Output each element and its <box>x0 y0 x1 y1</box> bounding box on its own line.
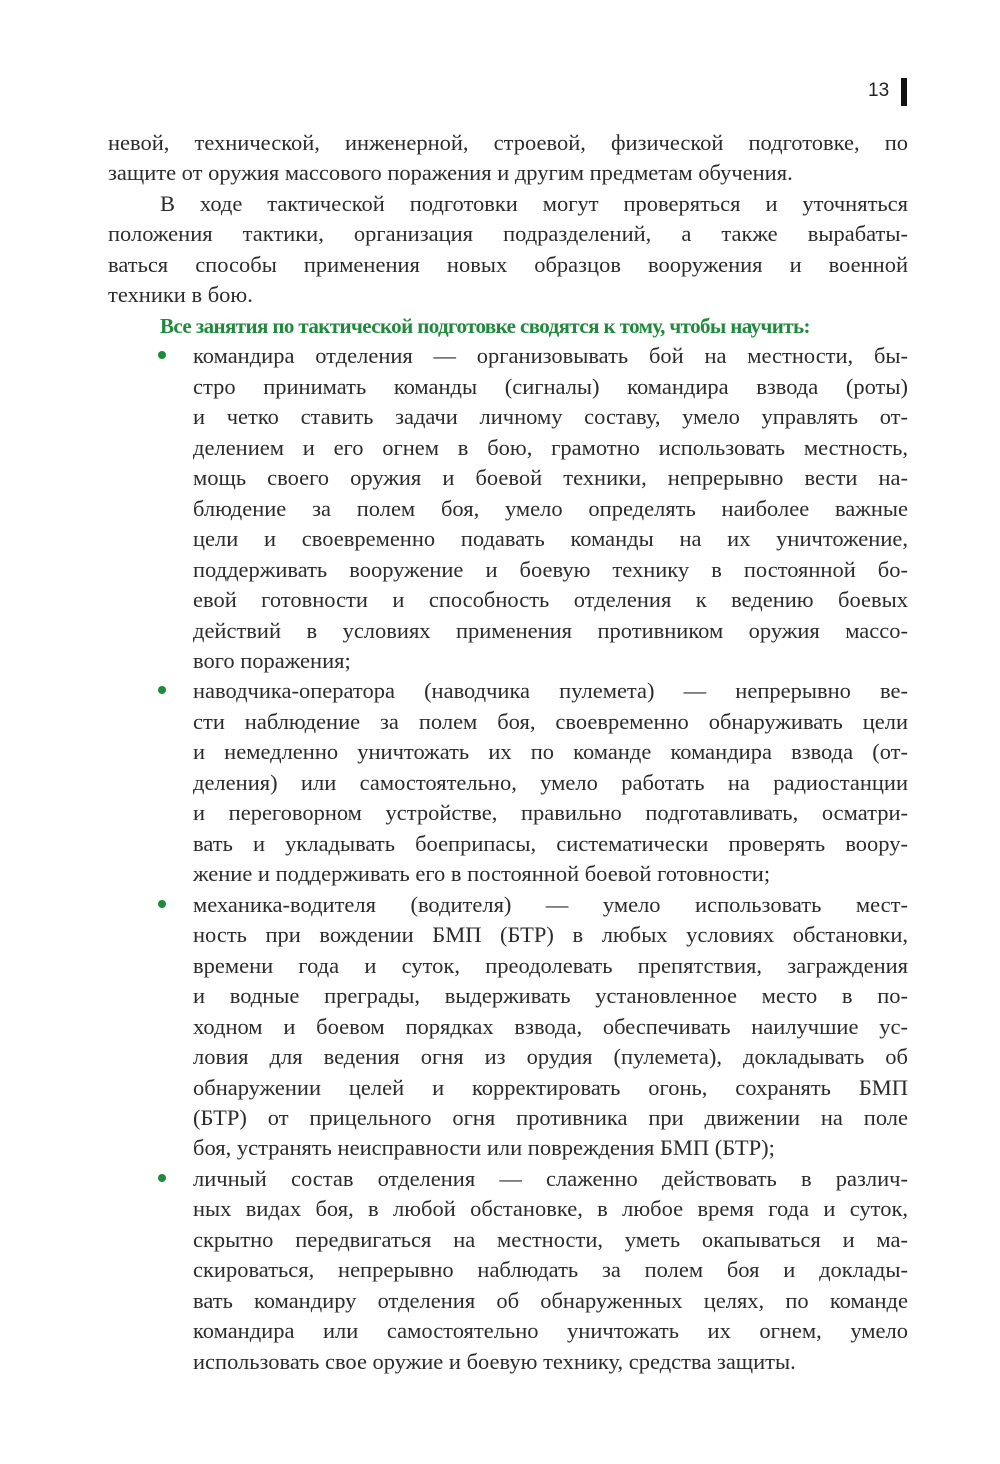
text-line: наводчика-оператора (наводчика пулемета) — непрерывно ве- <box>193 678 908 704</box>
text-line: вать и укладывать боеприпасы, систематически проверять воору- <box>193 830 908 856</box>
text-line: цели и своевременно подавать команды на их уничтожение, <box>193 526 908 552</box>
text-line: В ходе тактической подготовки могут проверяться и уточняться <box>160 190 908 216</box>
text-line: обнаружении целей и корректировать огонь, сохранять БМП <box>193 1074 908 1100</box>
text-line: (БТР) от прицельного огня противника при движении на поле <box>193 1105 908 1130</box>
text-line: боя, устранять неисправности или повреждения БМП (БТР); <box>193 1135 775 1161</box>
text-line: и четко ставить задачи личному составу, умело управлять от- <box>193 404 908 430</box>
bullet-list <box>108 341 908 1377</box>
text-line: ность при вождении БМП (БТР) в любых условиях обстановки, <box>193 922 908 948</box>
text-line: защите от оружия массового поражения и другим предметам обучения. <box>108 160 793 186</box>
text-line: и водные преграды, выдерживать установленное место в по- <box>193 983 908 1009</box>
text-line: ных видах боя, в любой обстановке, в любое время года и суток, <box>193 1196 908 1222</box>
list-item <box>108 341 908 676</box>
bullet-icon <box>158 1174 166 1182</box>
text-line: евой готовности и способность отделения к ведению боевых <box>193 587 908 613</box>
text-line: ваться способы применения новых образцов вооружения и военной <box>108 251 908 277</box>
text-line: действий в условиях применения противником оружия массо- <box>193 617 908 643</box>
paragraph-continuation <box>108 128 908 189</box>
text-line: сти наблюдение за полем боя, своевременно обнаруживать цели <box>193 708 908 734</box>
text-line: положения тактики, организация подразделений, а также вырабаты- <box>108 221 908 247</box>
text-line: стро принимать команды (сигналы) командира взвода (роты) <box>193 373 908 399</box>
text-line: делением и его огнем в бою, грамотно использовать местность, <box>193 434 908 460</box>
text-line: командира отделения — организовывать бой на местности, бы- <box>193 343 908 369</box>
text-line: использовать свое оружие и боевую технику, средства защиты. <box>193 1348 796 1374</box>
text-line: мощь своего оружия и боевой техники, непрерывно вести на- <box>193 465 908 491</box>
text-line: блюдение за полем боя, умело определять наиболее важные <box>193 495 908 521</box>
bullet-icon <box>158 900 166 908</box>
text-line: и переговорном устройстве, правильно подготавливать, осматри- <box>193 800 908 826</box>
text-line: и немедленно уничтожать их по команде командира взвода (от- <box>193 739 908 765</box>
text-line: времени года и суток, преодолевать препятствия, заграждения <box>193 952 908 978</box>
text-line: деления) или самостоятельно, умело работать на радиостанции <box>193 769 908 795</box>
text-line: вого поражения; <box>193 647 351 673</box>
text-line: жение и поддерживать его в постоянной боевой готовности; <box>193 861 771 887</box>
page-number-bar <box>901 78 907 106</box>
text-line: скироваться, непрерывно наблюдать за полем боя и доклады- <box>193 1257 908 1283</box>
text-line: ходном и боевом порядках взвода, обеспечивать наилучшие ус- <box>193 1013 908 1039</box>
text-line: техники в бою. <box>108 282 253 308</box>
text-line: ловия для ведения огня из орудия (пулемета), докладывать об <box>193 1044 908 1070</box>
text-line: поддерживать вооружение и боевую технику в постоянной бо- <box>193 556 908 582</box>
text-line: командира или самостоятельно уничтожать их огнем, умело <box>193 1318 908 1344</box>
paragraph-tactics <box>108 189 908 311</box>
list-item <box>108 676 908 889</box>
text-line: личный состав отделения — слаженно действовать в различ- <box>193 1165 908 1191</box>
bullet-icon <box>158 686 166 694</box>
text-line: вать командиру отделения об обнаруженных целях, по команде <box>193 1287 908 1313</box>
text-line: невой, технической, инженерной, строевой, физической подготовке, по <box>108 130 908 155</box>
bullet-icon <box>158 351 166 359</box>
list-item <box>108 1164 908 1377</box>
list-item <box>108 890 908 1164</box>
lead-heading: Все занятия по тактической подготовке сводятся к тому, чтобы научить: <box>160 313 810 338</box>
text-line: скрытно передвигаться на местности, уметь окапываться и ма- <box>193 1226 908 1252</box>
text-line: механика-водителя (водителя) — умело использовать мест- <box>193 891 908 917</box>
page-body <box>108 128 908 1377</box>
page-number: 13 <box>868 80 890 101</box>
